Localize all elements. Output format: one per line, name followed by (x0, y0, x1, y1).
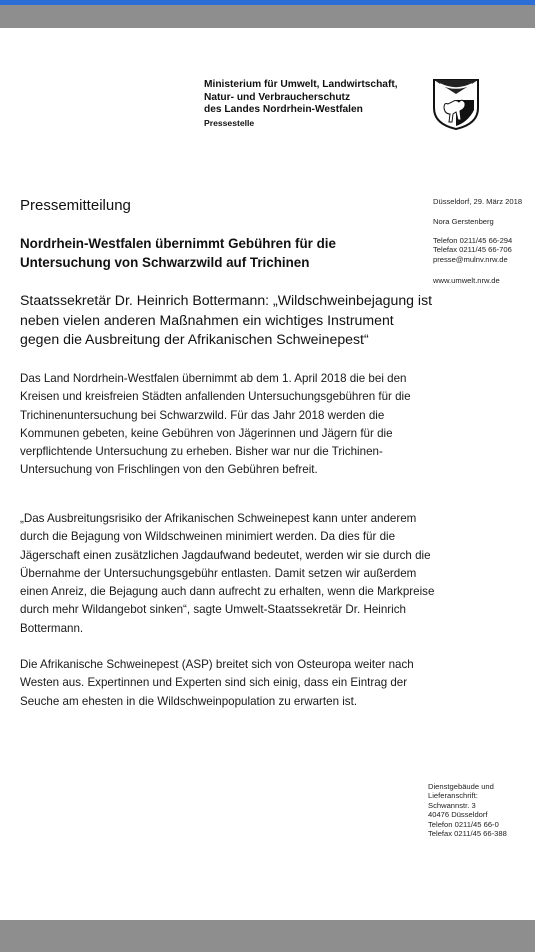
press-release-date: Düsseldorf, 29. März 2018 (433, 197, 523, 206)
ministry-name-line: des Landes Nordrhein-Westfalen (204, 104, 363, 115)
address-line: Telefon 0211/45 66-0 (428, 819, 499, 829)
press-release-subheadline: Staatssekretär Dr. Heinrich Bottermann: „Wildschweinbejagung ist neben vielen anderen Maßnahmen ein wichtiges Instrument gegen die Ausbreitung der Afrikanischen Schweinepest“ (20, 292, 433, 347)
address-line: Lieferanschrift: (428, 791, 478, 801)
office-address-block (428, 782, 507, 838)
top-frame-bar (0, 0, 535, 28)
contact-fax: Telefax 0211/45 66-706 (433, 245, 512, 255)
body-paragraph-3: Die Afrikanische Schweinepest (ASP) breitet sich von Osteuropa weiter nach Westen aus. Expertinnen und Experten sind sich einig, dass ein Eintrag der Seuche am ehesten in die Wildschweinpopulation zu erwarten ist. (20, 658, 414, 708)
body-paragraph-2: „Das Ausbreitungsrisiko der Afrikanischen Schweinepest kann unter anderem durch die Bejagung von Wildschweinen minimiert werden. Da dies für die Jägerschaft einen zusätzlichen Jagdaufwand bedeutet, werden wir sie durch die Übernahme der Untersuchungsgebühr entlasten. Damit setzen wir außerdem einen Anreiz, die Bejagung auch dann aufrecht zu erhalten, wenn die Markpreise durch mehr Wildangebot sinken“, sagte Umwelt-Staatssekretär Dr. Heinrich Bottermann. (20, 512, 435, 635)
address-line: Telefax 0211/45 66-388 (428, 829, 507, 839)
document-type-title: Pressemitteilung (20, 197, 131, 214)
contact-phone: Telefon 0211/45 66-294 (433, 236, 513, 245)
body-paragraph-1: Das Land Nordrhein-Westfalen übernimmt ab dem 1. April 2018 die bei den Kreisen und kreisfreien Städten anfallenden Untersuchungsgebühren für die Trichinenuntersuchung bei Schwarzwild. Für das Jahr 2018 werden die Kommunen gebeten, keine Gebühren von Jägerinnen und Jägern für die verpflichtende Untersuchung zu erheben. Bisher war nur die Trichinen-Untersuchung von Frischlingen von den Gebühren befreit. (20, 372, 411, 477)
bottom-frame-bar (0, 920, 535, 952)
contact-email: presse@mulnv.nrw.de (433, 254, 508, 264)
contact-name: Nora Gerstenberg (433, 217, 494, 226)
press-office-label: Pressestelle (204, 117, 255, 128)
ministry-name-line: Ministerium für Umwelt, Landwirtschaft, (204, 79, 398, 90)
press-release-headline: Nordrhein-Westfalen übernimmt Gebühren für die Untersuchung von Schwarzwild auf Trichinen (20, 236, 336, 270)
ministry-name-line: Natur- und Verbraucherschutz (204, 91, 351, 103)
nrw-coat-of-arms-icon (432, 78, 480, 130)
address-line: Dienstgebäude und (428, 782, 494, 791)
ministry-header (204, 79, 398, 129)
contact-block (433, 236, 512, 264)
top-accent-line (0, 0, 535, 5)
website-link: www.umwelt.nrw.de (433, 276, 500, 285)
address-line: 40476 Düsseldorf (428, 810, 488, 820)
address-line: Schwannstr. 3 (428, 800, 476, 810)
